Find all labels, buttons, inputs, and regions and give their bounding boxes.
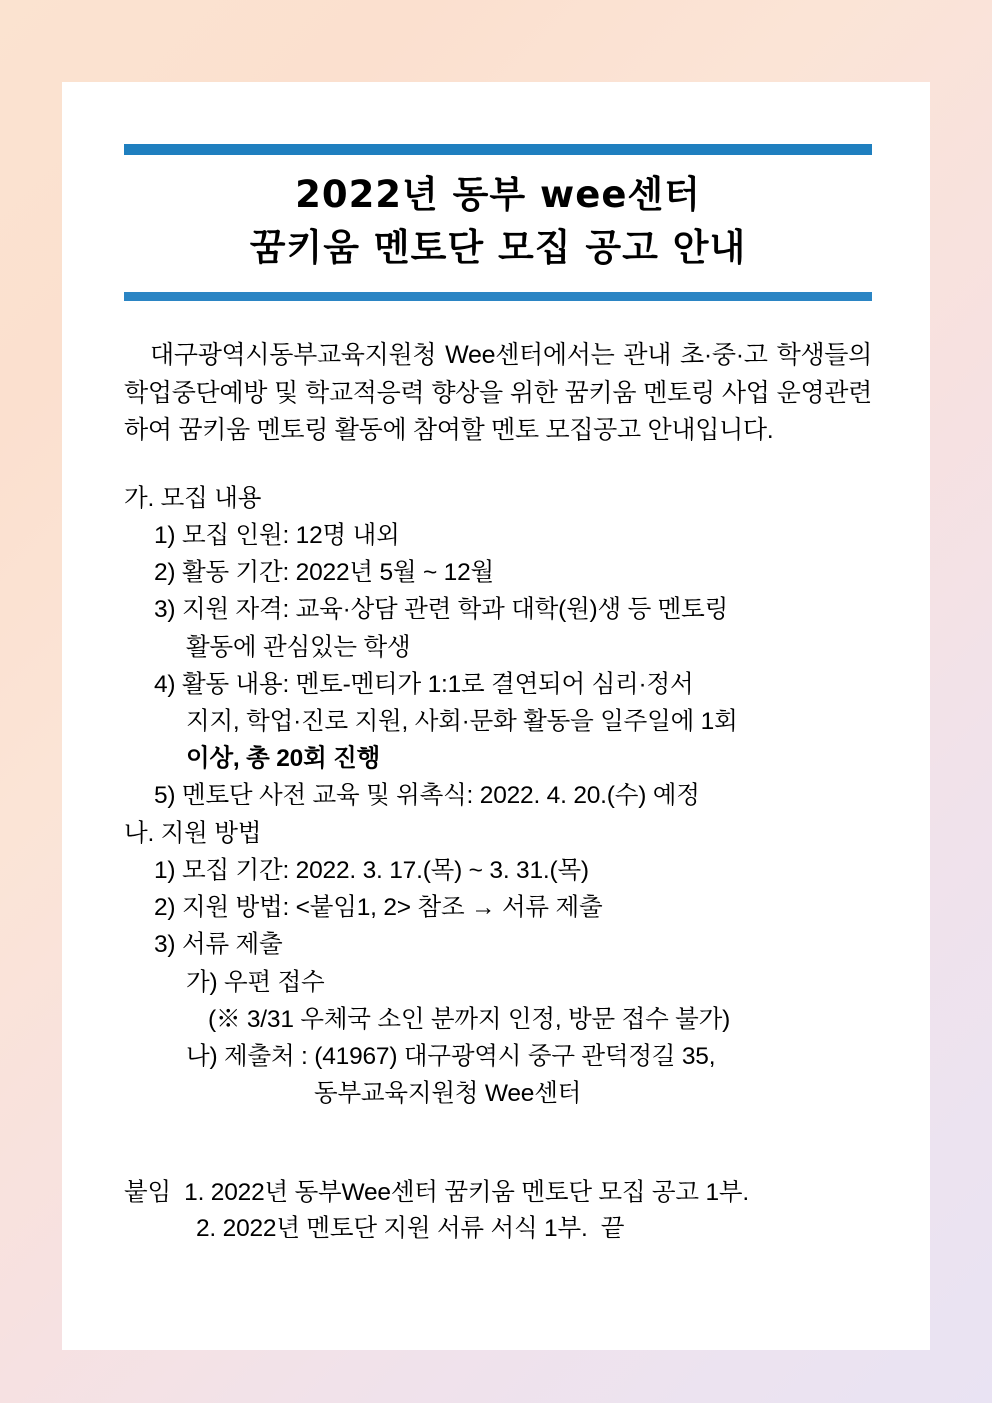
section-line: 활동에 관심있는 학생 <box>186 633 411 661</box>
title-line-1: 2022년 동부 wee센터 <box>295 173 701 216</box>
document-content <box>124 144 872 1248</box>
section-line: 이상, 총 20회 진행 <box>186 745 381 773</box>
section-line: 2) 지원 방법: <붙임1, 2> 참조 → 서류 제출 <box>154 894 603 922</box>
section-line: 3) 지원 자격: 교육·상담 관련 학과 대학(원)생 등 멘토링 <box>154 596 729 624</box>
body-sections <box>124 480 872 1113</box>
section-line: 동부교육지원청 Wee센터 <box>314 1080 582 1108</box>
intro-paragraph <box>124 337 872 450</box>
section-line: 지지, 학업·진로 지원, 사회·문화 활동을 일주일에 1회 <box>186 707 738 735</box>
divider-top <box>124 144 872 155</box>
section-line: 1) 모집 기간: 2022. 3. 17.(목) ~ 3. 31.(목) <box>154 856 589 884</box>
section-line: 가) 우편 접수 <box>186 968 325 996</box>
page-title <box>124 155 872 284</box>
section-line: 나. 지원 방법 <box>124 819 262 847</box>
section-line: 3) 서류 제출 <box>154 931 283 959</box>
section-line: 나) 제출처 : (41967) 대구광역시 중구 관덕정길 35, <box>186 1043 716 1071</box>
section-line: 1) 모집 인원: 12명 내외 <box>154 521 400 549</box>
attachment-line: 2. 2022년 멘토단 지원 서류 서식 1부. 끝 <box>196 1215 625 1243</box>
title-line-2: 꿈키움 멘토단 모집 공고 안내 <box>249 225 747 269</box>
document-page <box>62 82 930 1350</box>
section-line: 2) 활동 기간: 2022년 5월 ~ 12월 <box>154 559 494 587</box>
section-line: 가. 모집 내용 <box>124 484 262 512</box>
section-line: 4) 활동 내용: 멘토-멘티가 1:1로 결연되어 심리·정서 <box>154 670 694 698</box>
divider-bottom <box>124 292 872 301</box>
attachment-line: 붙임 1. 2022년 동부Wee센터 꿈키움 멘토단 모집 공고 1부. <box>124 1178 749 1206</box>
attachment-list <box>124 1175 872 1249</box>
section-line: (※ 3/31 우체국 소인 분까지 인정, 방문 접수 불가) <box>208 1005 731 1033</box>
intro-text: 대구광역시동부교육지원청 Wee센터에서는 관내 초·중·고 학생들의 학업중단예방 및 학교적응력 향상을 위한 꿈키움 멘토링 사업 운영관련하여 꿈키움 멘토링 활동에 참여할 멘토 모집공고 안내입니다. <box>124 341 872 445</box>
section-line: 5) 멘토단 사전 교육 및 위촉식: 2022. 4. 20.(수) 예정 <box>154 782 700 810</box>
